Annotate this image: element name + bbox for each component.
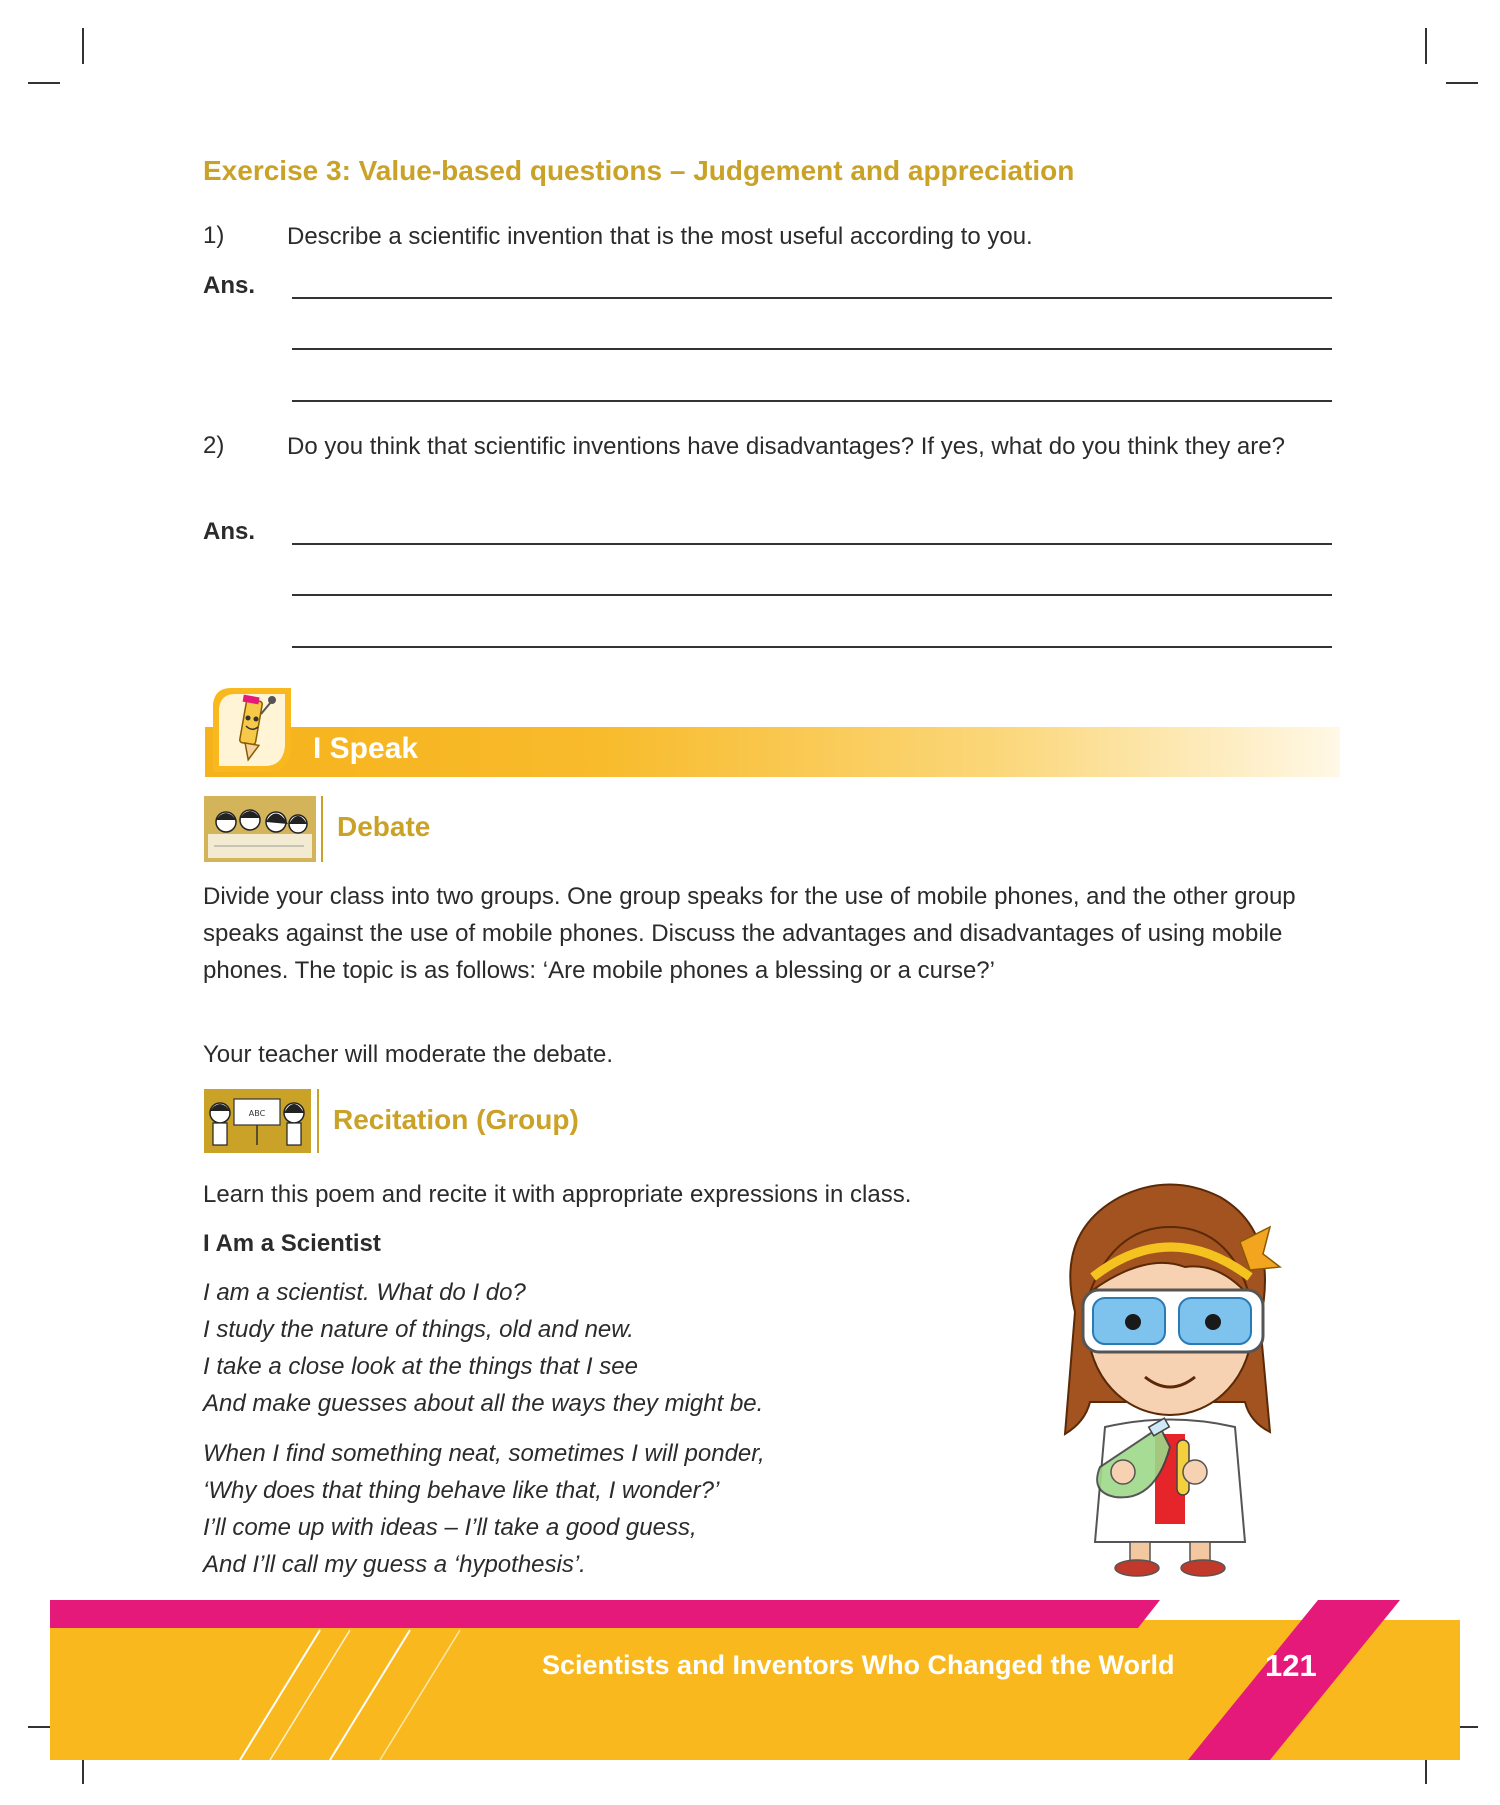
answer-label: Ans. — [203, 518, 256, 545]
poem-line: ‘Why does that thing behave like that, I wonder?’ — [203, 1477, 720, 1504]
poem-line: I’ll come up with ideas – I’ll take a good guess, — [203, 1514, 697, 1541]
poem-line: When I find something neat, sometimes I will ponder, — [203, 1440, 765, 1467]
footer-band — [0, 1600, 1500, 1800]
answer-line[interactable] — [292, 646, 1332, 648]
answer-line[interactable] — [292, 348, 1332, 350]
crop-mark — [82, 28, 84, 64]
crop-mark — [1446, 82, 1478, 84]
poem-line: I study the nature of things, old and new. — [203, 1316, 634, 1343]
question-text: Do you think that scientific inventions have disadvantages? If yes, what do you think they are? — [287, 433, 1285, 460]
question-number: 2) — [203, 432, 225, 459]
poem-line: I take a close look at the things that I see — [203, 1353, 638, 1380]
poem-stanza — [203, 1435, 923, 1583]
page-number: 121 — [1265, 1648, 1317, 1683]
question-number: 1) — [203, 222, 225, 249]
crop-mark — [1425, 28, 1427, 64]
debate-illustration — [204, 796, 316, 862]
debate-paragraph: Divide your class into two groups. One group speaks for the use of mobile phones, and the other group speaks against the use of mobile phones. Discuss the advantages and disadvantages of using mobile phones. The topic is as follows: ‘Are mobile phones a blessing or a curse?’ — [203, 883, 1296, 984]
board-label: ABC — [248, 1109, 266, 1118]
debate-title: Debate — [337, 811, 431, 842]
scientist-girl-illustration — [1045, 1172, 1295, 1577]
debate-note: Your teacher will moderate the debate. — [203, 1041, 614, 1068]
crop-mark — [28, 82, 60, 84]
poem-title: I Am a Scientist — [203, 1230, 381, 1257]
poem-line: And I’ll call my guess a ‘hypothesis’. — [203, 1551, 586, 1578]
section-title: I Speak — [313, 732, 419, 765]
pencil-mascot-icon — [205, 684, 297, 776]
answer-line[interactable] — [292, 297, 1332, 299]
recitation-instruction: Learn this poem and recite it with appropriate expressions in class. — [203, 1181, 912, 1208]
divider — [317, 1089, 319, 1153]
answer-line[interactable] — [292, 543, 1332, 545]
divider — [321, 796, 323, 862]
poem-line: I am a scientist. What do I do? — [203, 1279, 526, 1306]
answer-line[interactable] — [292, 400, 1332, 402]
answer-label: Ans. — [203, 272, 256, 299]
poem-stanza — [203, 1274, 923, 1422]
recitation-illustration — [204, 1089, 311, 1153]
answer-line[interactable] — [292, 594, 1332, 596]
poem-line: And make guesses about all the ways they might be. — [203, 1390, 764, 1417]
chapter-title: Scientists and Inventors Who Changed the World — [542, 1650, 1175, 1680]
recitation-title: Recitation (Group) — [333, 1104, 579, 1135]
question-text: Describe a scientific invention that is the most useful according to you. — [287, 223, 1033, 250]
exercise-title: Exercise 3: Value-based questions – Judgement and appreciation — [203, 155, 1075, 186]
